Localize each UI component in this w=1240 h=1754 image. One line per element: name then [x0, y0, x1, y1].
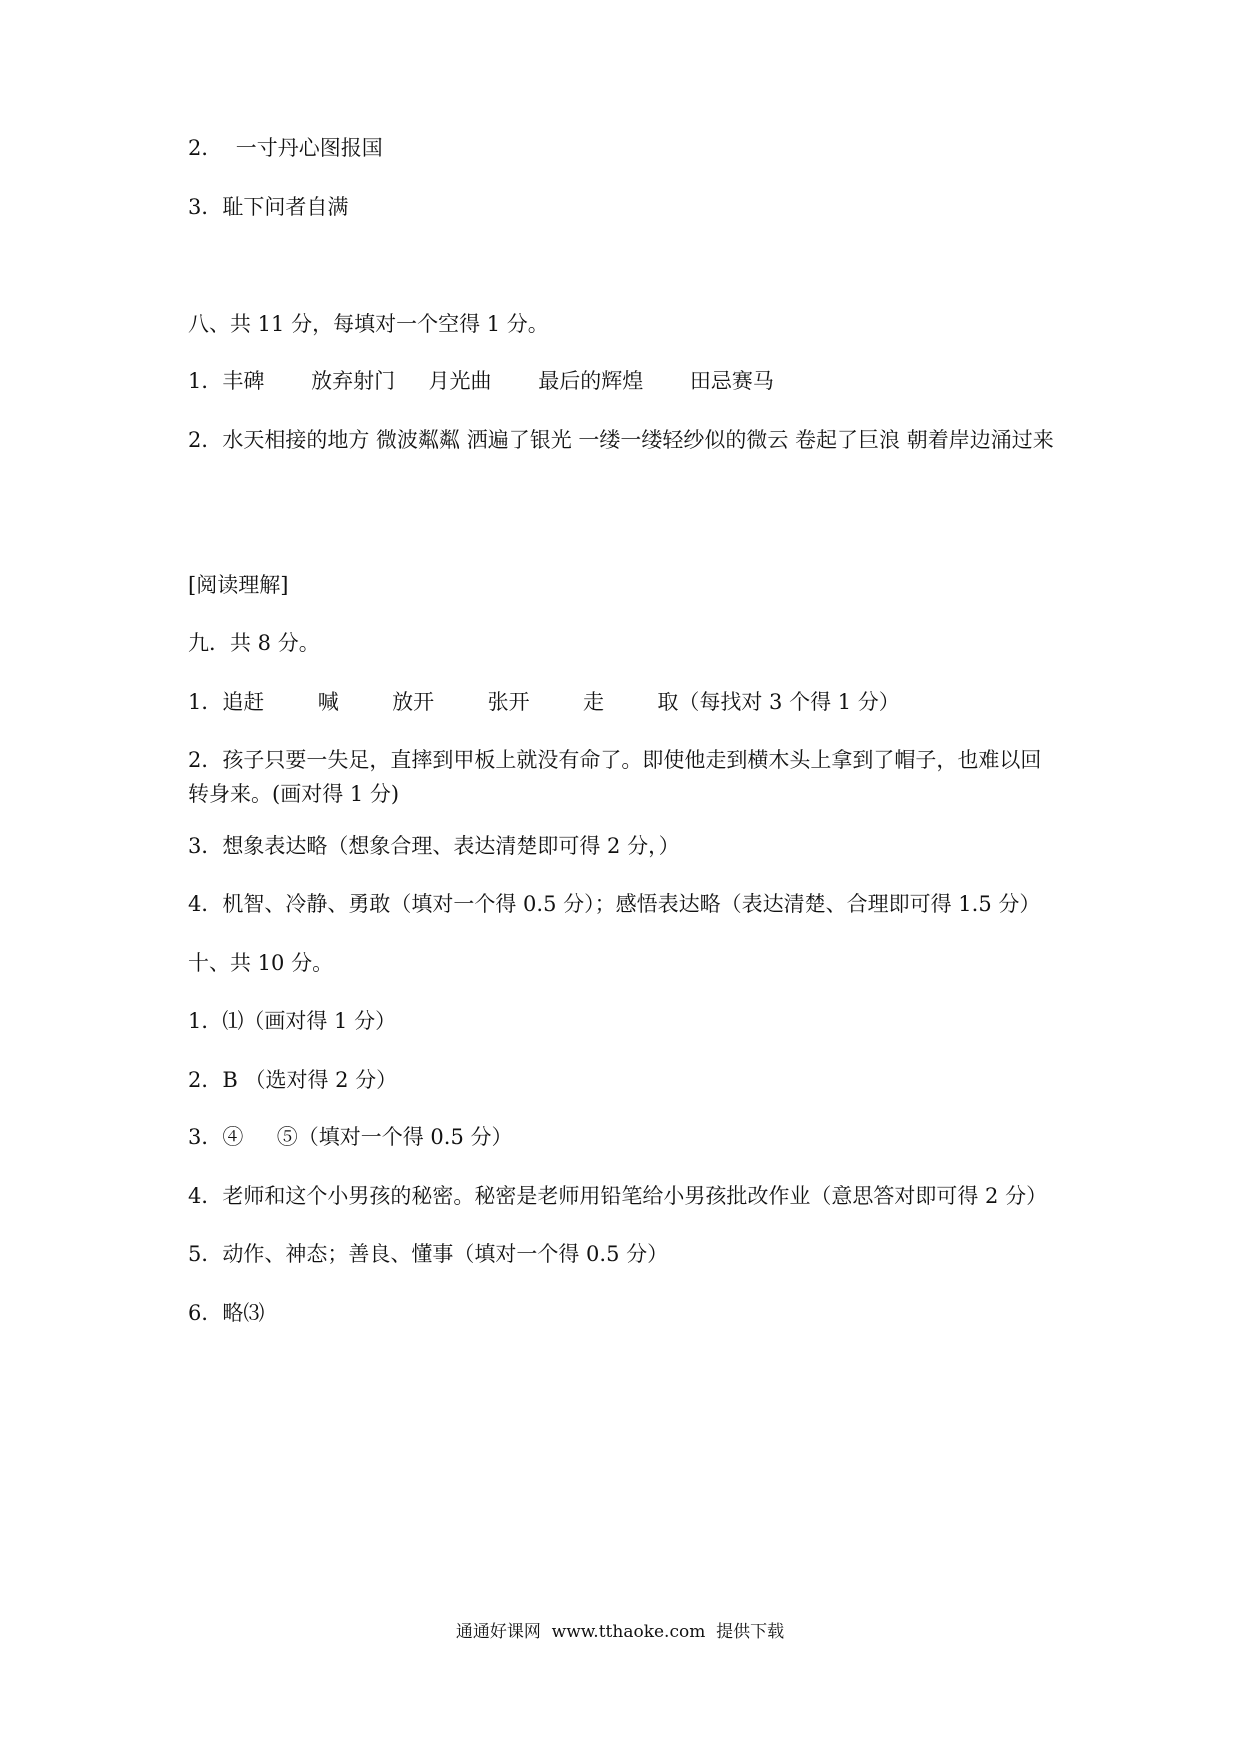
- answer-10-4: 4．老师和这个小男孩的秘密。秘密是老师用铅笔给小男孩批改作业（意思答对即可得 2 分）: [188, 1184, 1048, 1208]
- answer-10-2: 2．B （选对得 2 分）: [188, 1068, 398, 1092]
- answer-7-3: 3．耻下问者自满: [188, 195, 349, 219]
- answer-9-4: 4．机智、冷静、勇敢（填对一个得 0.5 分）；感悟表达略（表达清楚、合理即可得 1.5 分）: [188, 892, 1041, 916]
- answer-9-1: 1．追赶 喊 放开 张开 走 取（每找对 3 个得 1 分）: [188, 690, 900, 714]
- section-8-heading: 八、共 11 分，每填对一个空得 1 分。: [188, 312, 549, 336]
- section-9-heading: 九．共 8 分。: [188, 631, 320, 655]
- answer-8-1: 1．丰碑 放弃射门 月光曲 最后的辉煌 田忌赛马: [188, 369, 774, 393]
- answer-10-5: 5．动作、神态；善良、懂事（填对一个得 0.5 分）: [188, 1242, 669, 1266]
- answer-10-1: 1．⑴（画对得 1 分）: [188, 1009, 397, 1033]
- answer-7-2: 2． 一寸丹心图报国: [188, 136, 383, 160]
- answer-9-2: 2．孩子只要一失足，直摔到甲板上就没有命了。即使他走到横木头上拿到了帽子，也难以回转身来。(画对得 1 分): [188, 748, 1042, 806]
- answer-10-6: 6．略⑶: [188, 1301, 265, 1325]
- answer-8-2: 2．水天相接的地方 微波粼粼 洒遍了银光 一缕一缕轻纱似的微云 卷起了巨浪 朝着岸边涌过来: [188, 428, 1054, 452]
- page-footer: 通通好课网 www.tthaoke.com 提供下载: [455, 1622, 785, 1642]
- section-10-heading: 十、共 10 分。: [188, 951, 334, 975]
- answer-10-3: 3．④ ⑤（填对一个得 0.5 分）: [188, 1125, 513, 1149]
- reading-comprehension-heading: [阅读理解]: [188, 573, 289, 597]
- answer-9-3: 3．想象表达略（想象合理、表达清楚即可得 2 分，）: [188, 834, 680, 858]
